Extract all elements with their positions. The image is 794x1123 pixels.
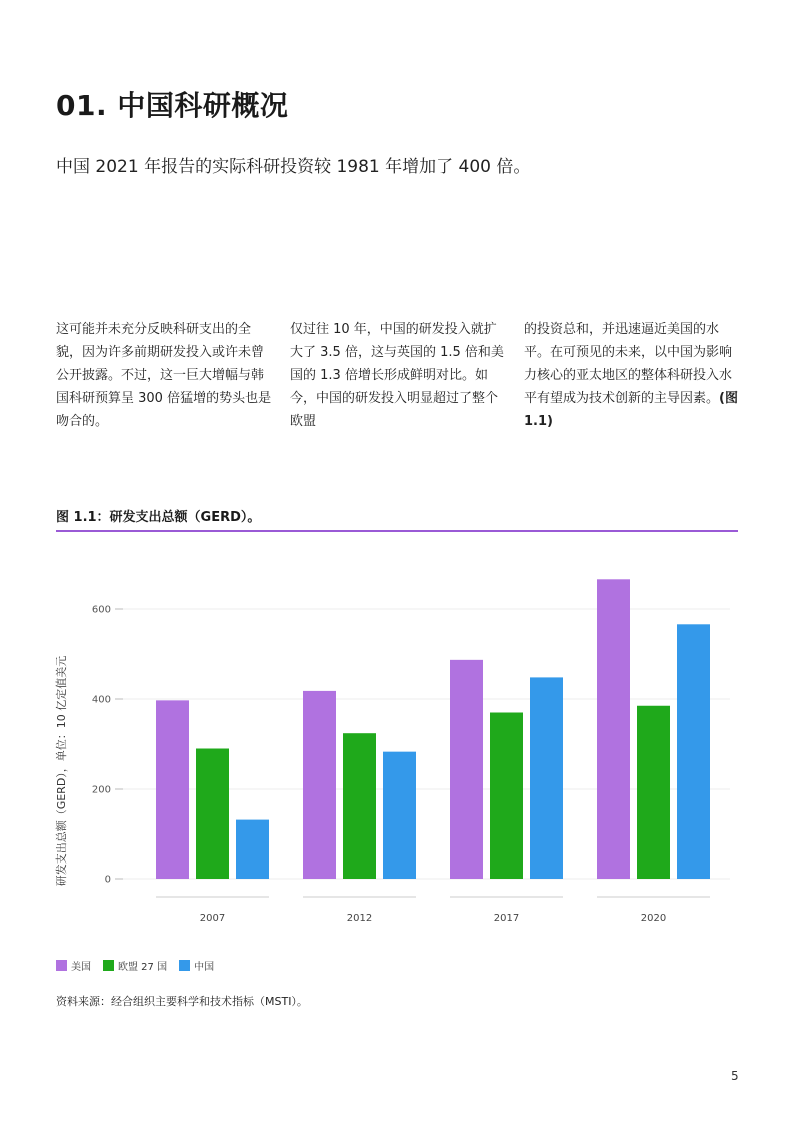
bar-us-2012 bbox=[303, 691, 336, 879]
bar-eu27-2007 bbox=[196, 749, 229, 880]
bar-us-2017 bbox=[450, 660, 483, 879]
legend-swatch-china bbox=[179, 960, 190, 971]
source-note: 资料来源：经合组织主要科学和技术指标（MSTI）。 bbox=[56, 995, 308, 1008]
x-tick-label: 2020 bbox=[640, 913, 667, 924]
body-text bbox=[56, 318, 740, 433]
legend-label-eu27: 欧盟 27 国 bbox=[118, 962, 168, 973]
bar-us-2007 bbox=[156, 700, 189, 879]
y-tick-label: 0 bbox=[104, 874, 111, 886]
bar-us-2020 bbox=[597, 579, 630, 879]
figure-divider bbox=[56, 530, 738, 532]
page-number: 5 bbox=[731, 1069, 739, 1083]
body-column-1: 这可能并未充分反映科研支出的全貌，因为许多前期研发投入或许未曾公开披露。不过，这一巨大增幅与韩国科研预算呈 300 倍猛增的势头也是吻合的。 bbox=[56, 322, 272, 429]
x-tick-label: 2012 bbox=[346, 913, 373, 924]
legend-item-china bbox=[179, 958, 214, 973]
bar-china-2007 bbox=[236, 820, 269, 879]
legend-label-us: 美国 bbox=[71, 962, 91, 973]
y-tick-label: 600 bbox=[91, 604, 111, 616]
body-column-3-text: 的投资总和，并迅速逼近美国的水平。在可预见的未来，以中国为影响力核心的亚太地区的整体科研投入水平有望成为技术创新的主导因素。 bbox=[524, 322, 733, 406]
legend-item-us bbox=[56, 958, 91, 973]
chart-legend bbox=[56, 958, 226, 973]
bar-eu27-2020 bbox=[637, 706, 670, 879]
figure-reference: (图 1.1) bbox=[524, 391, 738, 429]
gerd-bar-chart bbox=[40, 560, 740, 940]
y-axis-title: 研发支出总额（GERD），单位：10 亿定值美元 bbox=[55, 655, 68, 887]
body-column-3 bbox=[524, 318, 740, 433]
y-tick-label: 400 bbox=[91, 694, 111, 706]
bar-china-2020 bbox=[677, 624, 710, 879]
y-tick-label: 200 bbox=[91, 784, 111, 796]
legend-swatch-us bbox=[56, 960, 67, 971]
bar-china-2017 bbox=[530, 677, 563, 879]
figure-title: 图 1.1：研发支出总额（GERD）。 bbox=[56, 510, 261, 525]
body-column-2: 仅过往 10 年，中国的研发投入就扩大了 3.5 倍，这与英国的 1.5 倍和美国的 1.3 倍增长形成鲜明对比。如今，中国的研发投入明显超过了整个欧盟 bbox=[290, 322, 504, 429]
bar-eu27-2017 bbox=[490, 713, 523, 880]
legend-label-china: 中国 bbox=[194, 962, 215, 973]
legend-swatch-eu27 bbox=[103, 960, 114, 971]
bar-china-2012 bbox=[383, 752, 416, 879]
bar-eu27-2012 bbox=[343, 733, 376, 879]
x-tick-label: 2017 bbox=[493, 913, 520, 924]
legend-item-eu27 bbox=[103, 958, 167, 973]
x-tick-label: 2007 bbox=[199, 913, 226, 924]
page-title: 01. 中国科研概况 bbox=[56, 89, 289, 122]
page-subtitle: 中国 2021 年报告的实际科研投资较 1981 年增加了 400 倍。 bbox=[56, 157, 531, 177]
